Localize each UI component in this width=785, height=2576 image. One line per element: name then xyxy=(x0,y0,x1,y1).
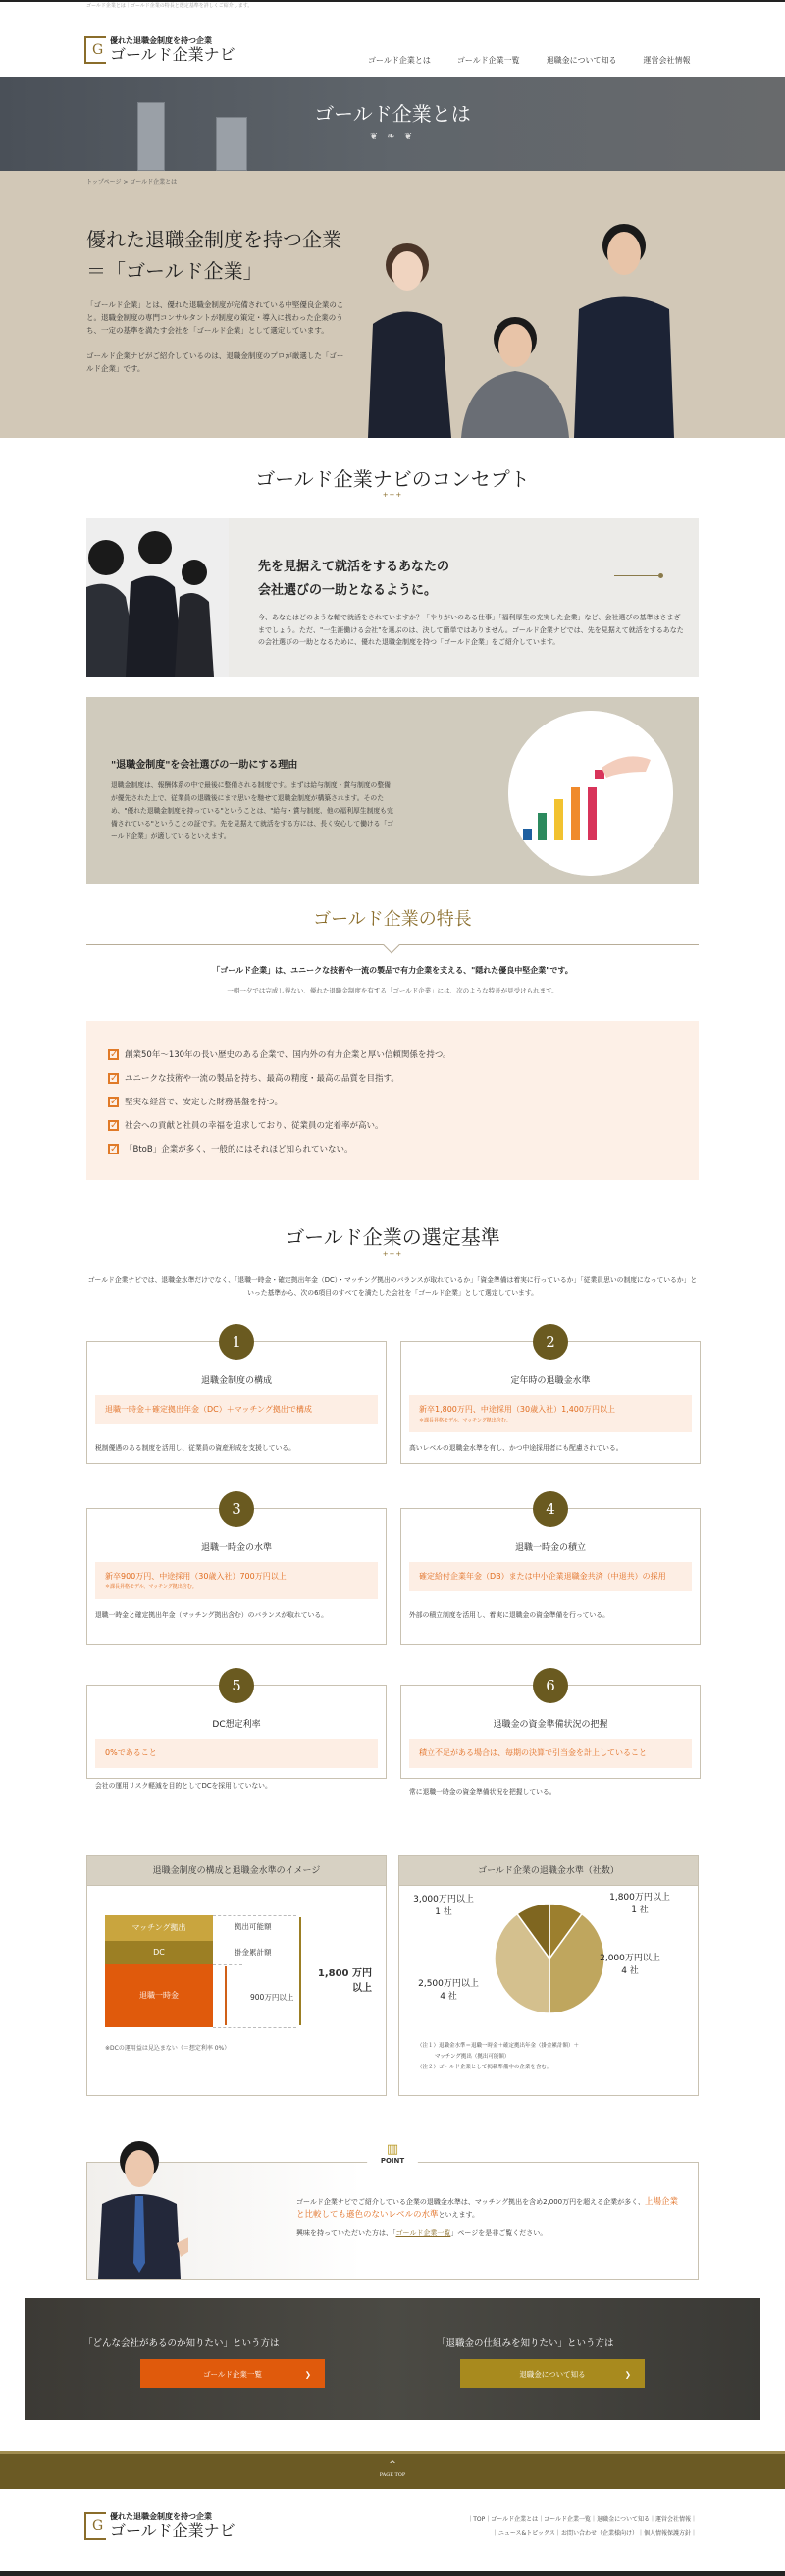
pie-label: 2,000万円以上 xyxy=(600,1954,660,1963)
businessman-image xyxy=(90,2135,188,2279)
intro-paragraph: 「ゴールド企業」とは、優れた退職金制度が完備されている中堅優良企業のこと。退職金制度の専門コンサルタントが制度の策定・導入に携わった企業のうち、一定の基準を満たす会社を「ゴールド企業」として選定しています。 xyxy=(86,300,344,335)
footer-link[interactable]: TOP xyxy=(473,2516,486,2523)
page-title: ゴールド企業とは xyxy=(314,102,471,126)
separator: ｜ xyxy=(554,2530,561,2537)
nav-about[interactable]: ゴールド企業とは xyxy=(368,56,431,65)
total-label xyxy=(313,1964,372,1994)
pie-note: （注２）ゴールド企業として掲載準備中の企業を含む。 xyxy=(417,2065,552,2070)
label-contribution: 拠出可能額 xyxy=(235,1922,272,1931)
arrow-total-icon xyxy=(299,1917,301,2025)
criteria-lead: ゴールド企業ナビでは、退職金水準だけでなく、「退職一時金・確定拠出年金（DC）・マッチング拠出のバランスが取れているか」「資金準備は着実に行っているか」「従業員思いの制度になっているか」といった基準から、次の6項目のすべてを満たした会社を「ゴールド企業」として選定しています。 xyxy=(87,1276,698,1297)
point-text-c: 興味を持っていただいた方は、「 xyxy=(296,2229,396,2237)
card-highlight xyxy=(409,1739,692,1768)
intro-text xyxy=(86,298,349,375)
logo-subtitle: 優れた退職金制度を持つ企業 xyxy=(110,36,212,45)
company-list-button[interactable] xyxy=(140,2359,325,2388)
checkbox-icon: ✓ xyxy=(110,1048,119,1060)
criteria-card xyxy=(86,1500,387,1645)
reason-body: 退職金制度は、報酬体系の中で最後に整備される制度です。まずは給与制度・賞与制度の整備が優先された上で、従業員の退職後にまで思いを馳せて退職金制度が構築されます。そのため、"優れた退職金制度を持っている"ということは、"給与・賞与制度、他の福利厚生制度も完備されている"ということの証です。先を見据えて就活をする方には、長く安心して働ける「ゴールド企業」が適しているといえます。 xyxy=(111,781,394,840)
students-image xyxy=(86,518,229,677)
button-label: ゴールド企業一覧 xyxy=(203,2369,262,2379)
highlight-text: 確定給付企業年金（DB）または中小企業退職金共済（中退共）の採用 xyxy=(419,1572,666,1581)
nav-list[interactable]: ゴールド企業一覧 xyxy=(456,56,520,65)
card-body: 退職一時金と確定拠出年金（マッチング拠出含む）のバランスが取れている。 xyxy=(95,1611,328,1619)
intro-heading-line: ＝「ゴールド企業」 xyxy=(86,259,263,283)
reason-heading: "退職金制度"を会社選びの一助にする理由 xyxy=(111,760,298,771)
nav-retirement[interactable]: 退職金について知る xyxy=(546,56,617,65)
highlight-text: 積立不足がある場合は、毎期の決算で引当金を計上していること xyxy=(419,1748,647,1757)
footer-link[interactable]: お問い合わせ（企業様向け） xyxy=(560,2530,638,2537)
top-tagline: ゴールド企業とは｜ゴールド企業の特長と選定基準を詳しくご紹介します。 xyxy=(0,0,785,10)
criteria-card xyxy=(86,1333,387,1464)
criteria-card xyxy=(86,1677,387,1790)
business-people-image xyxy=(358,206,726,438)
footer-link[interactable]: ゴールド企業とは xyxy=(491,2516,539,2523)
separator: ｜ xyxy=(467,2516,474,2523)
checkbox-icon: ✓ xyxy=(110,1119,119,1131)
card-highlight xyxy=(95,1739,378,1768)
point-paragraph xyxy=(296,2227,684,2240)
point-emphasis: 上場企業と比較しても遜色のないレベルの水準 xyxy=(296,2197,679,2220)
point-text-b: といえます。 xyxy=(438,2211,479,2219)
structure-note: ※DCの運用益は見込まない（＝想定利率 0%） xyxy=(105,2045,231,2052)
highlight-text: 新卒1,800万円、中途採用（30歳入社）1,400万円以上 xyxy=(419,1405,615,1414)
pie-label: 1 社 xyxy=(631,1905,649,1915)
highlight-text: 0%であること xyxy=(105,1748,157,1757)
card-body: 外部の積立制度を活用し、着実に退職金の資金準備を行っている。 xyxy=(409,1611,609,1619)
feature-text: 「BtoB」企業が多く、一般的にはそれほど知られていない。 xyxy=(125,1145,353,1154)
number-badge: 5 xyxy=(219,1668,254,1703)
logo-title: ゴールド企業ナビ xyxy=(110,2521,236,2540)
card-title: 退職一時金の水準 xyxy=(200,1543,272,1553)
number-badge: 3 xyxy=(219,1491,254,1527)
intro-heading-line: 優れた退職金制度を持つ企業 xyxy=(86,228,341,251)
chevron-right-icon: ❯ xyxy=(304,2369,311,2379)
footer-link[interactable]: 退職金について知る xyxy=(597,2516,650,2523)
separator: ｜ xyxy=(637,2530,644,2537)
dashed-line xyxy=(213,1915,296,1916)
point-paragraph xyxy=(296,2196,684,2222)
features-list xyxy=(108,1043,451,1160)
card-title: DC想定利率 xyxy=(212,1720,261,1730)
button-label: 退職金について知る xyxy=(519,2369,586,2379)
separator: ｜ xyxy=(492,2530,498,2537)
concept-heading xyxy=(258,556,449,603)
separator: ｜ xyxy=(538,2516,545,2523)
card-body: 常に退職一時金の資金準備状況を把握している。 xyxy=(409,1788,556,1796)
list-item xyxy=(108,1066,451,1090)
page-top-button[interactable] xyxy=(0,2451,785,2489)
concept-title: ゴールド企業ナビのコンセプト xyxy=(255,467,530,491)
reason-box xyxy=(86,697,699,884)
panel-title: ゴールド企業の退職金水準（社数） xyxy=(399,1856,698,1886)
separator: ｜ xyxy=(690,2516,697,2523)
number-badge: 1 xyxy=(219,1324,254,1360)
logo-title: ゴールド企業ナビ xyxy=(110,45,236,64)
label-900: 900万円以上 xyxy=(250,1993,294,2002)
cta-right-text: 「退職金の仕組みを知りたい」という方は xyxy=(437,2338,614,2349)
footer-link[interactable]: 個人情報保護方針 xyxy=(643,2530,691,2537)
card-title: 退職金の資金準備状況の把握 xyxy=(493,1720,608,1730)
point-text-d: 」ページを是非ご覧ください。 xyxy=(450,2229,548,2237)
separator: ｜ xyxy=(649,2516,655,2523)
feature-text: ユニークな技術や一流の製品を持ち、最高の精度・最高の品質を目指す。 xyxy=(125,1074,399,1084)
cta-banner xyxy=(25,2298,760,2420)
footer-link[interactable]: ニュース&トピックス xyxy=(497,2530,555,2537)
breadcrumb[interactable]: トップページ > ゴールド企業とは xyxy=(86,179,178,186)
block-matching: マッチング拠出 xyxy=(105,1915,213,1941)
card-highlight xyxy=(409,1395,692,1432)
list-item xyxy=(108,1090,451,1113)
checkbox-icon: ✓ xyxy=(110,1143,119,1154)
features-box xyxy=(86,1021,699,1180)
features-sublead: 一朝一夕では完成し得ない、優れた退職金制度を有する「ゴールド企業」には、次のような特長が見受けられます。 xyxy=(227,987,558,994)
structure-panel xyxy=(86,1855,387,2096)
card-title: 退職一時金の積立 xyxy=(514,1543,586,1553)
pie-label: 2,500万円以上 xyxy=(418,1979,479,1989)
point-label: POINT xyxy=(380,2157,405,2165)
company-list-link[interactable]: ゴールド企業一覧 xyxy=(395,2229,451,2237)
criteria-card xyxy=(400,1677,701,1796)
pie-label: 1 社 xyxy=(435,1907,452,1917)
features-lead: 「ゴールド企業」は、ユニークな技術や一流の製品で有力企業を支える、"隠れた優良中堅企業"です。 xyxy=(212,966,573,975)
pie-notes xyxy=(417,2041,579,2073)
pie-label: 4 社 xyxy=(621,1966,639,1976)
page-top-label: PAGE TOP xyxy=(379,2472,406,2478)
pie-label: 1,800万円以上 xyxy=(609,1893,670,1903)
number-badge: 6 xyxy=(533,1668,568,1703)
panel-title: 退職金制度の構成と退職金水準のイメージ xyxy=(87,1856,386,1886)
pie-note: （注１）退職金水準＝退職一時金＋確定拠出年金（掛金累計額）＋ xyxy=(417,2043,580,2049)
concept-heading-line: 会社選びの一助となるように。 xyxy=(258,583,438,598)
footer-nav-row xyxy=(392,2513,697,2527)
bottom-bar xyxy=(0,2571,785,2576)
book-icon: ▥ xyxy=(386,2142,399,2157)
features-title: ゴールド企業の特長 xyxy=(313,909,472,930)
feature-text: 堅実な経営で、安定した財務基盤を持つ。 xyxy=(125,1098,283,1107)
highlight-note: ＊課長昇格モデル、マッチング拠出含む。 xyxy=(105,1584,197,1590)
point-text xyxy=(296,2196,684,2240)
footer-link[interactable]: 運営会社情報 xyxy=(654,2516,691,2523)
pie-note: マッチング拠出（拠出可能額） xyxy=(435,2054,510,2060)
intro-heading xyxy=(86,224,341,287)
label-cumulative: 掛金累計額 xyxy=(235,1948,272,1957)
concept-body: 今、あなたはどのような軸で就活をされていますか？「やりがいのある仕事」「福利厚生の充実した企業」など、会社選びの基準はさまざまでしょう。ただ、"一生涯働ける会社"を選ぶのは、決して簡単ではありません。ゴールド企業ナビでは、先を見据えて就活をするあなたの会社選びの一助となるために、優れた退職金制度を持つ「ゴールド企業」をご紹介しています。 xyxy=(258,614,684,646)
footer-logo[interactable] xyxy=(84,2511,236,2540)
list-item xyxy=(108,1113,451,1137)
criteria-card xyxy=(400,1500,701,1645)
card-highlight xyxy=(409,1562,692,1591)
dashed-line xyxy=(213,1964,242,1965)
separator: ｜ xyxy=(690,2530,697,2537)
card-body: 高いレベルの退職金水準を有し、かつ中途採用者にも配慮されている。 xyxy=(409,1444,623,1452)
separator: ｜ xyxy=(485,2516,492,2523)
pie-panel xyxy=(398,1855,699,2096)
decor-line xyxy=(614,575,658,576)
footer-nav xyxy=(392,2513,697,2541)
card-body: 会社の運用リスク軽減を目的としてDCを採用していない。 xyxy=(95,1782,272,1790)
point-text-a: ゴールド企業ナビでご紹介している企業の退職金水準は、マッチング拠出を含め2,000万円を超える企業が多く、 xyxy=(296,2198,645,2206)
retirement-info-button[interactable] xyxy=(460,2359,645,2388)
pie-label: 3,000万円以上 xyxy=(413,1895,474,1905)
card-title: 定年時の退職金水準 xyxy=(510,1376,591,1386)
main-nav xyxy=(368,55,691,66)
footer-nav-row xyxy=(392,2527,697,2541)
list-item xyxy=(108,1043,451,1066)
card-highlight xyxy=(95,1395,378,1424)
chevron-down-icon xyxy=(384,938,400,954)
logo-mark-icon: G xyxy=(84,36,106,64)
card-body: 税制優遇のある制度を活用し、従業員の資産形成を支援している。 xyxy=(95,1444,295,1452)
nav-company[interactable]: 運営会社情報 xyxy=(643,56,691,65)
divider-dots: +++ xyxy=(382,1250,403,1258)
number-badge: 4 xyxy=(533,1491,568,1527)
divider-dots: +++ xyxy=(382,491,403,499)
growth-blocks-image xyxy=(508,711,673,876)
dashed-line xyxy=(213,2027,296,2028)
chevron-right-icon: ❯ xyxy=(624,2369,631,2379)
decor-dot xyxy=(658,573,663,578)
feature-text: 創業50年～130年の長い歴史のある企業で、国内外の有力企業と厚い信頼関係を持つ。 xyxy=(125,1050,451,1060)
logo-mark-icon: G xyxy=(84,2512,106,2540)
card-title: 退職金制度の構成 xyxy=(200,1376,272,1386)
list-item xyxy=(108,1137,451,1160)
footer-link[interactable]: ゴールド企業一覧 xyxy=(544,2516,592,2523)
separator: ｜ xyxy=(591,2516,598,2523)
highlight-text: 退職一時金＋確定拠出年金（DC）＋マッチング拠出で構成 xyxy=(105,1405,312,1414)
concept-heading-line: 先を見据えて就活をするあなたの xyxy=(258,560,450,574)
highlight-text: 新卒900万円、中途採用（30歳入社）700万円以上 xyxy=(105,1572,287,1581)
arrow-900-icon xyxy=(225,1966,227,2025)
chevron-up-icon: ^ xyxy=(389,2460,396,2470)
total-value: 1,800 万円 xyxy=(317,1968,372,1979)
pie-chart xyxy=(399,1890,700,2027)
total-suffix: 以上 xyxy=(352,1983,372,1994)
highlight-note: ＊課長昇格モデル、マッチング拠出含む。 xyxy=(419,1418,511,1423)
feature-text: 社会への貢献と社員の幸福を追求しており、従業員の定着率が高い。 xyxy=(125,1121,384,1131)
number-badge: 2 xyxy=(533,1324,568,1360)
card-highlight xyxy=(95,1562,378,1599)
site-logo[interactable] xyxy=(84,35,236,64)
point-badge xyxy=(367,2134,418,2185)
block-lump-sum: 退職一時金 xyxy=(105,1964,213,2027)
logo-subtitle: 優れた退職金制度を持つ企業 xyxy=(110,2512,212,2521)
criteria-title: ゴールド企業の選定基準 xyxy=(285,1225,500,1249)
ornament-icon: ❦ ❧ ❦ xyxy=(369,132,416,142)
pie-label: 4 社 xyxy=(440,1992,457,2002)
checkbox-icon: ✓ xyxy=(110,1096,119,1107)
cta-left-text: 「どんな会社があるのか知りたい」という方は xyxy=(83,2338,280,2349)
intro-paragraph: ゴールド企業ナビがご紹介しているのは、退職金制度のプロが厳選した「ゴールド企業」です。 xyxy=(86,351,344,373)
block-dc: DC xyxy=(105,1941,213,1964)
checkbox-icon: ✓ xyxy=(110,1072,119,1084)
criteria-card xyxy=(400,1333,701,1464)
concept-box xyxy=(86,518,699,677)
